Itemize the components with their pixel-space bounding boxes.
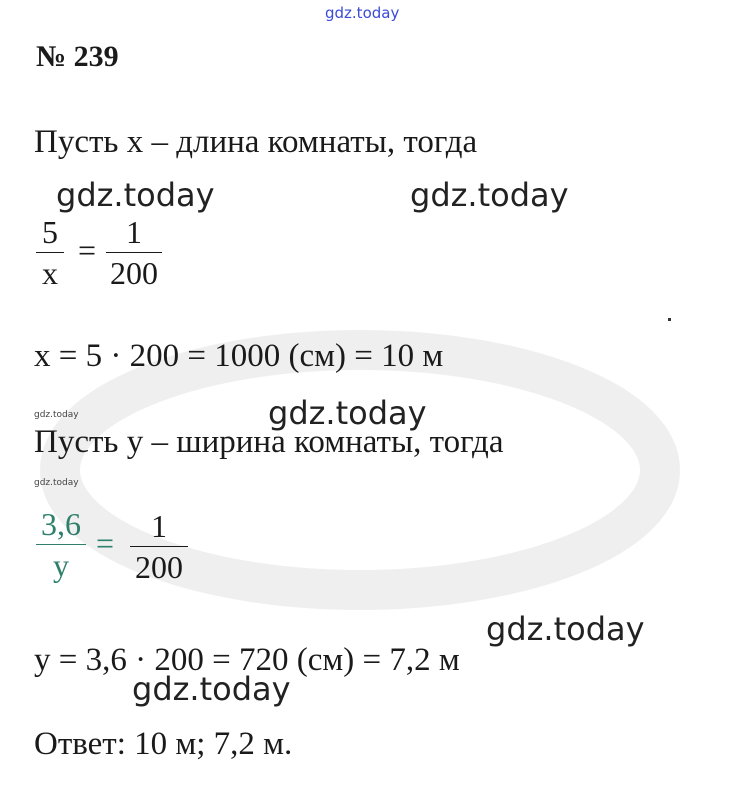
watermark-small-2: gdz.today [34,478,79,488]
fraction-denominator: y [53,547,69,583]
fraction-numerator: 1 [126,214,142,250]
fraction-5-over-x [36,214,64,291]
watermark-small-1: gdz.today [34,410,79,420]
fraction-numerator: 3,6 [41,506,81,542]
watermark-1: gdz.today [56,176,215,214]
watermark-4: gdz.today [486,610,645,648]
problem-number: № 239 [36,40,119,73]
line-y-solution: y = 3,6 · 200 = 720 (см) = 7,2 м [34,642,460,678]
fraction-bar [106,252,162,253]
line-let-x: Пусть x – длина комнаты, тогда [34,124,478,160]
fraction-bar [36,544,86,545]
fraction-1-over-200 [130,508,188,585]
fraction-3-6-over-y [36,506,86,583]
fraction-bar [130,546,188,547]
line-let-y: Пусть y – ширина комнаты, тогда [34,424,504,460]
watermark-5: gdz.today [132,670,291,708]
fraction-1-over-200 [106,214,162,291]
fraction-denominator: x [42,255,58,291]
watermark-top: gdz.today [325,4,400,22]
speck-dot [668,318,671,321]
equals-sign: = [96,525,115,561]
fraction-numerator: 5 [42,214,58,250]
fraction-denominator: 200 [110,255,158,291]
fraction-bar [36,252,64,253]
answer-line: Ответ: 10 м; 7,2 м. [34,726,293,762]
line-x-solution: x = 5 · 200 = 1000 (см) = 10 м [34,338,444,374]
watermark-3: gdz.today [268,394,427,432]
fraction-numerator: 1 [151,508,167,544]
fraction-denominator: 200 [135,549,183,585]
equals-sign: = [78,232,97,268]
watermark-2: gdz.today [410,176,569,214]
